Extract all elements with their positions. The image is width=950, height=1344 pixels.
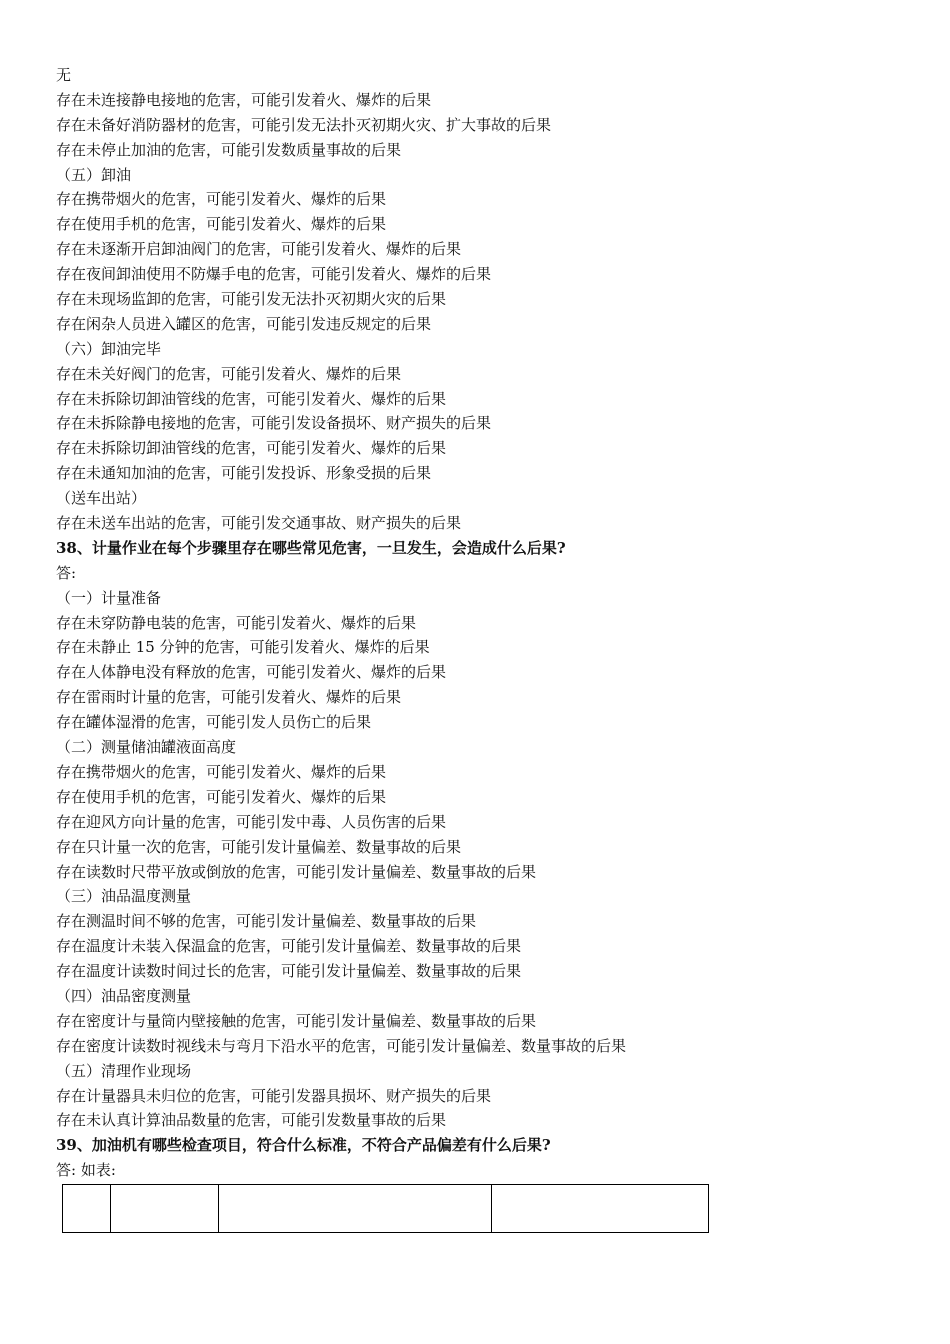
text-line: 存在未停止加油的危害，可能引发数质量事故的后果 xyxy=(56,140,402,159)
text-line: 存在未关好阀门的危害，可能引发着火、爆炸的后果 xyxy=(56,364,402,383)
answer-table xyxy=(62,1184,709,1233)
text-line: 存在未静止 15 分钟的危害，可能引发着火、爆炸的后果 xyxy=(56,638,430,657)
table-cell xyxy=(111,1185,219,1233)
text-line: 存在未通知加油的危害，可能引发投诉、形象受损的后果 xyxy=(56,464,432,483)
text-line: 存在迎风方向计量的危害，可能引发中毒、人员伤害的后果 xyxy=(56,812,447,831)
text-line: 答: 如表: xyxy=(56,1161,116,1180)
text-line: 存在未连接静电接地的危害，可能引发着火、爆炸的后果 xyxy=(56,90,432,109)
text-line: （五）清理作业现场 xyxy=(56,1061,192,1080)
text-line: 存在密度计读数时视线未与弯月下沿水平的危害，可能引发计量偏差、数量事故的后果 xyxy=(56,1036,627,1055)
text-line: 存在罐体湿滑的危害，可能引发人员伤亡的后果 xyxy=(56,713,372,732)
text-line: 存在只计量一次的危害，可能引发计量偏差、数量事故的后果 xyxy=(56,837,462,856)
text-line: 存在计量器具未归位的危害，可能引发器具损坏、财产损失的后果 xyxy=(56,1086,492,1105)
text-line: 存在未拆除静电接地的危害，可能引发设备损坏、财产损失的后果 xyxy=(56,414,492,433)
text-line: 存在温度计读数时间过长的危害，可能引发计量偏差、数量事故的后果 xyxy=(56,962,522,981)
text-line: 存在人体静电没有释放的危害，可能引发着火、爆炸的后果 xyxy=(56,663,447,682)
text-line: 存在雷雨时计量的危害，可能引发着火、爆炸的后果 xyxy=(56,688,402,707)
text-line: 存在未认真计算油品数量的危害，可能引发数量事故的后果 xyxy=(56,1111,447,1130)
text-line: 存在未穿防静电装的危害，可能引发着火、爆炸的后果 xyxy=(56,613,417,632)
text-line: 存在读数时尺带平放或倒放的危害，可能引发计量偏差、数量事故的后果 xyxy=(56,862,537,881)
text-line: （四）油品密度测量 xyxy=(56,986,192,1005)
text-line: （送车出站） xyxy=(56,489,147,508)
text-line: 存在携带烟火的危害，可能引发着火、爆炸的后果 xyxy=(56,190,387,209)
text-line: （五）卸油 xyxy=(56,165,132,184)
text-line: 存在未备好消防器材的危害，可能引发无法扑灭初期火灾、扩大事故的后果 xyxy=(56,115,552,134)
table-cell xyxy=(219,1185,492,1233)
table-row xyxy=(63,1185,709,1233)
text-line: （六）卸油完毕 xyxy=(56,339,162,358)
text-line: 存在使用手机的危害，可能引发着火、爆炸的后果 xyxy=(56,215,387,234)
text-line: 存在夜间卸油使用不防爆手电的危害，可能引发着火、爆炸的后果 xyxy=(56,265,492,284)
table-cell xyxy=(492,1185,709,1233)
text-line: 存在温度计未装入保温盒的危害，可能引发计量偏差、数量事故的后果 xyxy=(56,937,522,956)
text-line: 存在未现场监卸的危害，可能引发无法扑灭初期火灾的后果 xyxy=(56,290,447,309)
text-line: （二）测量储油罐液面高度 xyxy=(56,738,237,757)
text-line: 存在未逐渐开启卸油阀门的危害，可能引发着火、爆炸的后果 xyxy=(56,240,462,259)
question-heading: 39、加油机有哪些检查项目，符合什么标准，不符合产品偏差有什么后果? xyxy=(56,1136,551,1155)
text-line: （一）计量准备 xyxy=(56,588,162,607)
text-line: 答: xyxy=(56,563,77,582)
text-line: 无 xyxy=(56,66,72,84)
text-line: 存在携带烟火的危害，可能引发着火、爆炸的后果 xyxy=(56,762,387,781)
text-line: 存在未送车出站的危害，可能引发交通事故、财产损失的后果 xyxy=(56,514,462,533)
table-cell xyxy=(63,1185,111,1233)
text-line: 存在密度计与量筒内壁接触的危害，可能引发计量偏差、数量事故的后果 xyxy=(56,1011,537,1030)
text-line: 存在未拆除切卸油管线的危害，可能引发着火、爆炸的后果 xyxy=(56,439,447,458)
text-line: 存在未拆除切卸油管线的危害，可能引发着火、爆炸的后果 xyxy=(56,389,447,408)
question-heading: 38、计量作业在每个步骤里存在哪些常见危害，一旦发生，会造成什么后果? xyxy=(56,538,566,557)
text-line: 存在闲杂人员进入罐区的危害，可能引发违反规定的后果 xyxy=(56,314,432,333)
text-line: 存在测温时间不够的危害，可能引发计量偏差、数量事故的后果 xyxy=(56,912,477,931)
document-body xyxy=(56,63,916,1183)
text-line: （三）油品温度测量 xyxy=(56,887,192,906)
text-line: 存在使用手机的危害，可能引发着火、爆炸的后果 xyxy=(56,787,387,806)
